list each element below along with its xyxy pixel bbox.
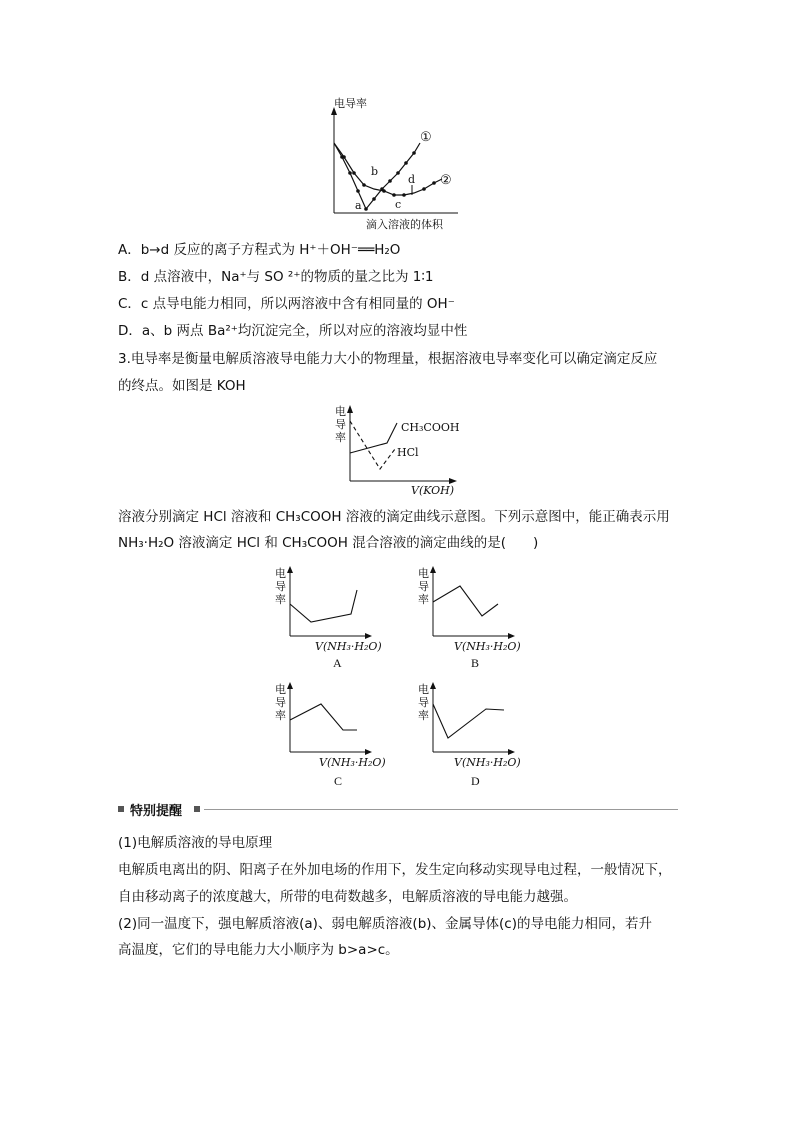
choice-a-y-arrow: [287, 566, 293, 573]
q3-stem-line-3: 溶液分别滴定 HCl 溶液和 CH₃COOH 溶液的滴定曲线示意图。下列示意图中，能正确表示用: [118, 509, 670, 525]
fig1-curve-2-label: ②: [440, 173, 452, 188]
choice-a-graph: [275, 566, 405, 656]
fig1-point-c: c: [395, 198, 402, 211]
choice-b-graph: [418, 566, 548, 656]
figure-koh-titration: [335, 403, 465, 496]
choice-a-ylabel-2: 导: [275, 580, 286, 593]
fig1-curve-1-label: ①: [420, 130, 432, 145]
hint-right-mark-icon: [194, 806, 200, 812]
hint-p1-line-1: 电解质电离出的阴、阳离子在外加电场的作用下，发生定向移动实现导电过程，一般情况下，: [118, 862, 672, 878]
fig2-solid-curve: [350, 423, 397, 453]
option-a: A．b→d 反应的离子方程式为 H⁺＋OH⁻══H₂O: [118, 242, 401, 258]
fig1-ylabel: 电导率: [334, 97, 367, 110]
fig1-point-d: d: [408, 173, 416, 186]
fig2-ylabel-2: 导: [335, 418, 346, 431]
choice-b-y-arrow: [430, 566, 436, 573]
choice-b-ylabel-3: 率: [418, 593, 429, 606]
choice-c-graph: [275, 682, 405, 772]
fig2-y-arrow: [347, 405, 353, 413]
choice-c-xlabel: V(NH₃·H₂O): [319, 756, 386, 769]
hint-p2-line-1: (2)同一温度下，强电解质溶液(a)、弱电解质溶液(b)、金属导体(c)的导电能力相同，若升: [118, 916, 652, 932]
choice-b-curve: [433, 586, 498, 616]
choice-d-curve: [433, 704, 504, 738]
choice-a-x-arrow: [365, 633, 372, 639]
choice-b-ylabel-1: 电: [418, 567, 429, 580]
hint-header: [118, 800, 678, 818]
hint-title: 特别提醒: [130, 804, 183, 819]
choice-b-x-arrow: [508, 633, 515, 639]
choice-a-xlabel: V(NH₃·H₂O): [315, 640, 382, 653]
choice-d-x-arrow: [508, 749, 515, 755]
hint-divider: [204, 809, 678, 810]
choice-b-ylabel-2: 导: [418, 580, 429, 593]
hint-p1-title: (1)电解质溶液的导电原理: [118, 835, 273, 851]
choice-d-graph: [418, 682, 548, 772]
fig1-point-b: b: [371, 165, 379, 178]
fig2-ylabel-3: 率: [335, 431, 346, 444]
choice-a-curve: [290, 590, 357, 622]
fig2-dashed-label: HCl: [397, 446, 419, 459]
hint-p1-line-2: 自由移动离子的浓度越大，所带的电荷数越多，电解质溶液的导电能力越强。: [118, 889, 577, 905]
q3-stem-line-4: NH₃·H₂O 溶液滴定 HCl 和 CH₃COOH 混合溶液的滴定曲线的是( ): [118, 535, 539, 551]
choice-c-ylabel-3: 率: [275, 709, 286, 722]
choice-a-ylabel-3: 率: [275, 593, 286, 606]
choice-c-x-arrow: [365, 749, 372, 755]
choice-d-xlabel: V(NH₃·H₂O): [454, 756, 521, 769]
choice-c-letter[interactable]: C: [334, 774, 343, 788]
choice-d-y-arrow: [430, 682, 436, 689]
choice-c-ylabel-1: 电: [275, 683, 286, 696]
hint-left-mark-icon: [118, 806, 124, 812]
choice-d-letter[interactable]: D: [471, 774, 480, 788]
fig2-dashed-curve: [350, 421, 395, 469]
q3-stem-line-2: 的终点。如图是 KOH: [118, 378, 246, 394]
choice-c-curve: [290, 704, 357, 730]
choice-d-ylabel-1: 电: [418, 683, 429, 696]
fig1-curve-2: [334, 143, 442, 195]
fig1-xlabel: 滴入溶液的体积: [366, 218, 443, 231]
choice-d-ylabel-3: 率: [418, 709, 429, 722]
choice-b-letter[interactable]: B: [471, 656, 480, 670]
option-c: C．c 点导电能力相同，所以两溶液中含有相同量的 OH⁻: [118, 296, 455, 312]
fig2-xlabel: V(KOH): [411, 484, 455, 497]
fig1-point-a: a: [355, 199, 362, 212]
choice-b-xlabel: V(NH₃·H₂O): [454, 640, 521, 653]
fig2-ylabel-1: 电: [335, 405, 346, 418]
option-b: B．d 点溶液中，Na⁺与 SO ²⁺的物质的量之比为 1∶1: [118, 269, 434, 285]
choice-c-ylabel-2: 导: [275, 696, 286, 709]
option-d: D．a、b 两点 Ba²⁺均沉淀完全，所以对应的溶液均显中性: [118, 323, 468, 339]
choice-a-ylabel-1: 电: [275, 567, 286, 580]
choice-d-ylabel-2: 导: [418, 696, 429, 709]
hint-p2-line-2: 高温度，它们的导电能力大小顺序为 b>a>c。: [118, 942, 399, 958]
choice-a-letter[interactable]: A: [333, 656, 342, 670]
fig2-solid-label: CH₃COOH: [401, 421, 460, 434]
choice-c-y-arrow: [287, 682, 293, 689]
q3-stem-line-1: 3.电导率是衡量电解质溶液导电能力大小的物理量，根据溶液电导率变化可以确定滴定反应: [118, 351, 658, 367]
figure-conductivity-curves: [320, 95, 470, 230]
